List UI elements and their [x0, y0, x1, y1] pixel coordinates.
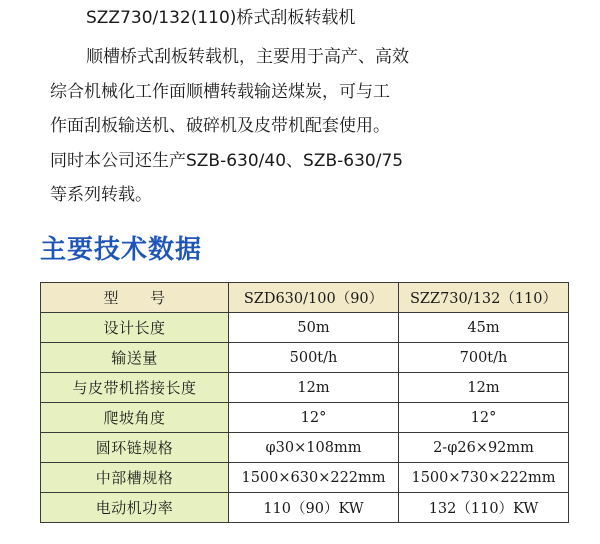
row-value-cell: 2-φ26×92mm — [399, 433, 569, 463]
row-value-cell: 110（90）KW — [229, 493, 399, 523]
section-title: 主要技术数据 — [40, 235, 203, 265]
row-value-cell: 1500×630×222mm — [229, 463, 399, 493]
table-row — [41, 403, 569, 433]
table-header-row — [41, 283, 569, 313]
table-row — [41, 313, 569, 343]
product-heading: SZZ730/132(110)桥式刮板转载机 — [86, 8, 356, 28]
paragraph-line: 等系列转载。 — [50, 185, 152, 205]
row-value-cell: 12° — [229, 403, 399, 433]
spec-table — [40, 282, 569, 523]
table-row — [41, 493, 569, 523]
table-row — [41, 463, 569, 493]
paragraph-line: 顺槽桥式刮板转载机，主要用于高产、高效 — [86, 47, 409, 67]
paragraph-line: 综合机械化工作面顺槽转载输送煤炭，可与工 — [50, 81, 390, 102]
row-value-cell: 12m — [399, 373, 569, 403]
header-model-cell: SZZ730/132（110） — [399, 283, 569, 313]
row-label-cell: 设计长度 — [41, 313, 229, 343]
row-value-cell: 12° — [399, 403, 569, 433]
intro-paragraph — [50, 40, 560, 213]
table-row — [41, 433, 569, 463]
row-label-cell: 输送量 — [41, 343, 229, 373]
row-value-cell: 12m — [229, 373, 399, 403]
table-row — [41, 343, 569, 373]
paragraph-line: 作面刮板输送机、破碎机及皮带机配套使用。 — [50, 116, 390, 136]
header-label-cell: 型 号 — [41, 283, 229, 313]
row-value-cell: 500t/h — [229, 343, 399, 373]
table-row — [41, 373, 569, 403]
row-value-cell: φ30×108mm — [229, 433, 399, 463]
row-value-cell: 132（110）KW — [399, 493, 569, 523]
row-label-cell: 中部槽规格 — [41, 463, 229, 493]
row-value-cell: 50m — [229, 313, 399, 343]
row-label-cell: 圆环链规格 — [41, 433, 229, 463]
paragraph-line: 同时本公司还生产SZB-630/40、SZB-630/75 — [50, 150, 404, 171]
row-label-cell: 电动机功率 — [41, 493, 229, 523]
row-label-cell: 爬坡角度 — [41, 403, 229, 433]
row-value-cell: 1500×730×222mm — [399, 463, 569, 493]
row-value-cell: 700t/h — [399, 343, 569, 373]
row-label-cell: 与皮带机搭接长度 — [41, 373, 229, 403]
header-model-cell: SZD630/100（90） — [229, 283, 399, 313]
row-value-cell: 45m — [399, 313, 569, 343]
